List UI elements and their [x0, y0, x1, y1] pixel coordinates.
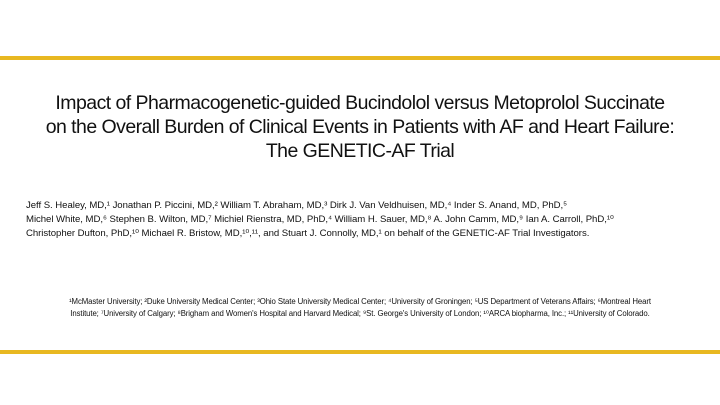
slide-title [20, 91, 700, 163]
title-line: The GENETIC-AF Trial [265, 140, 455, 162]
top-gold-rule [0, 56, 720, 60]
affiliation-line: ¹McMaster University; ²Duke University Medical Center; ³Ohio State University Medical Center; ⁴University of Groningen; ⁵US Department of Veterans Affairs; ⁶Montreal Heart [69, 297, 651, 306]
author-line: Michel White, MD,⁶ Stephen B. Wilton, MD,⁷ Michiel Rienstra, MD, PhD,⁴ William H. Sauer, MD,⁸ A. John Camm, MD,⁹ Ian A. Carroll, PhD,¹⁰ [26, 214, 614, 225]
affiliation-list [0, 296, 720, 320]
bottom-gold-rule [0, 350, 720, 354]
author-line: Jeff S. Healey, MD,¹ Jonathan P. Piccini, MD,² William T. Abraham, MD,³ Dirk J. Van Veldhuisen, MD,⁴ Inder S. Anand, MD, PhD,⁵ [26, 200, 568, 211]
affiliation-line: Institute; ⁷University of Calgary; ⁸Brigham and Women's Hospital and Harvard Medical; ⁹St. George's University of London; ¹⁰ARCA biopharma, Inc.; ¹¹University of Colorado. [70, 309, 650, 318]
author-list [26, 199, 706, 241]
title-line: on the Overall Burden of Clinical Events in Patients with AF and Heart Failure: [45, 116, 675, 138]
author-line: Christopher Dufton, PhD,¹⁰ Michael R. Bristow, MD,¹⁰,¹¹, and Stuart J. Connolly, MD,¹ on behalf of the GENETIC-AF Trial Investigators. [26, 228, 590, 239]
title-line: Impact of Pharmacogenetic-guided Bucindolol versus Metoprolol Succinate [55, 92, 665, 114]
